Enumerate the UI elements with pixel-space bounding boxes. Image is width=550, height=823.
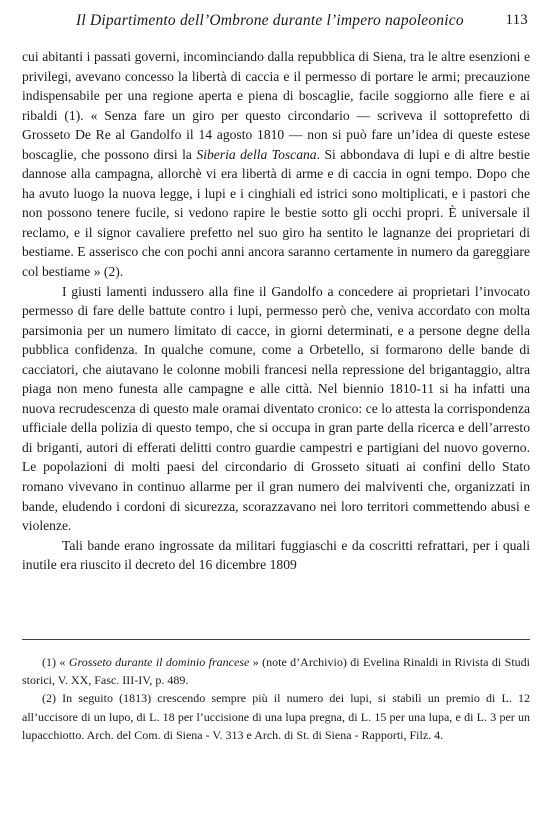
running-header xyxy=(58,12,528,34)
running-title: Il Dipartimento dell’Ombrone durante l’impero napoleonico xyxy=(76,12,464,29)
paragraph-1-text-a: cui abitanti i passati governi, incominciando dalla repubblica di Siena, tra le altre esenzioni e privilegi, avevano concesso la libertà di caccia e il permesso di portare le armi; precauzione indispensabile per una regione aperta e piena di boscaglie, facile soggiorno alle fiere e ai ribaldi (1). « Senza fare un giro per questo circondario — scriveva il sottoprefetto di Grosseto De Re al Gandolfo il 14 agosto 1810 — non si può fare un’idea di queste estese boscaglie, che possono dirsi la xyxy=(22,49,530,162)
footnote-1-text-a: (1) « xyxy=(42,655,69,669)
paragraph-1-italic-phrase: Siberia della Toscana xyxy=(196,146,317,162)
paragraph-1 xyxy=(22,47,530,282)
paragraph-3: Tali bande erano ingrossate da militari fuggiaschi e da coscritti refrattari, per i quali inutile era riuscito il decreto del 16 dicembre 1809 xyxy=(22,537,530,573)
footnote-separator xyxy=(22,639,530,640)
paragraph-1-text-c: . Si abbondava di lupi e di altre bestie dannose alla campagna, allorchè vi era libertà di arme e di caccia in ogni tempo. Dopo che ha avuto luogo la nuova legge, i lupi e i cinghiali ed istrici sono moltiplicati, e i pastori che non possono tenere fucile, si vedono rapire le bestie sotto gli occhi propri. È universale il reclamo, e il signor cavaliere prefetto nel suo giro ha sentito le lagnanze dei proprietari di bestiame. E asserisco che con pochi anni ancora saranno certamente in numero da gareggiare col bestiame » (2). xyxy=(22,146,530,280)
footnote-1-italic-title: Grosseto durante il dominio francese xyxy=(68,655,250,669)
footnotes xyxy=(22,653,530,744)
footnote-1 xyxy=(22,653,530,689)
paragraph-2: I giusti lamenti indussero alla fine il Gandolfo a concedere ai proprietari l’invocato permesso di fare delle battute contro i lupi, permesso però che, veniva accordato con molta parsimonia per un numero limitato di cacce, in giorni determinati, e a persone degne della pubblica confidenza. In qualche comune, come a Orbetello, si formarono delle bande di cacciatori, che aiutavano le colonne mobili francesi nella repressione del brigantaggio, altra piaga non meno funesta alle campagne e alle città. Nel biennio 1810-11 si ha infatti una nuova recrudescenza di questo male oramai diventato cronico: ce lo attesta la corrispondenza ufficiale della polizia di questo tempo, che si occupa in gran parte della ricerca e dell’arresto di briganti, autori di efferati delitti contro guardie campestri e partigiani del nuovo governo. Le popolazioni di molti paesi del circondario di Grosseto situati ai confini dello Stato romano vivevano in continuo allarme per il gran numero dei malviventi che, organizzati in bande, eludendo i cordoni di sicurezza, scorazzavano nei loro territori commettendo abusi e violenze. xyxy=(22,283,530,534)
footnote-1-text-c: » (note d’Archivio) di Evelina Rinaldi in Rivista di Studi storici, V. XX, Fasc. III-IV, p. 489. xyxy=(22,655,530,688)
page-number: 113 xyxy=(505,12,528,28)
body-text xyxy=(22,47,530,575)
footnote-2: (2) In seguito (1813) crescendo sempre più il numero dei lupi, si stabilì un premio di L. 12 all’uccisore di un lupo, di L. 18 per l’uccisione di una lupa pregna, di L. 15 per una lupa, e di L. 3 per un lupacchiotto. Arch. del Com. di Siena - V. 313 e Arch. di St. di Siena - Rapporti, Filz. 4. xyxy=(22,691,530,742)
